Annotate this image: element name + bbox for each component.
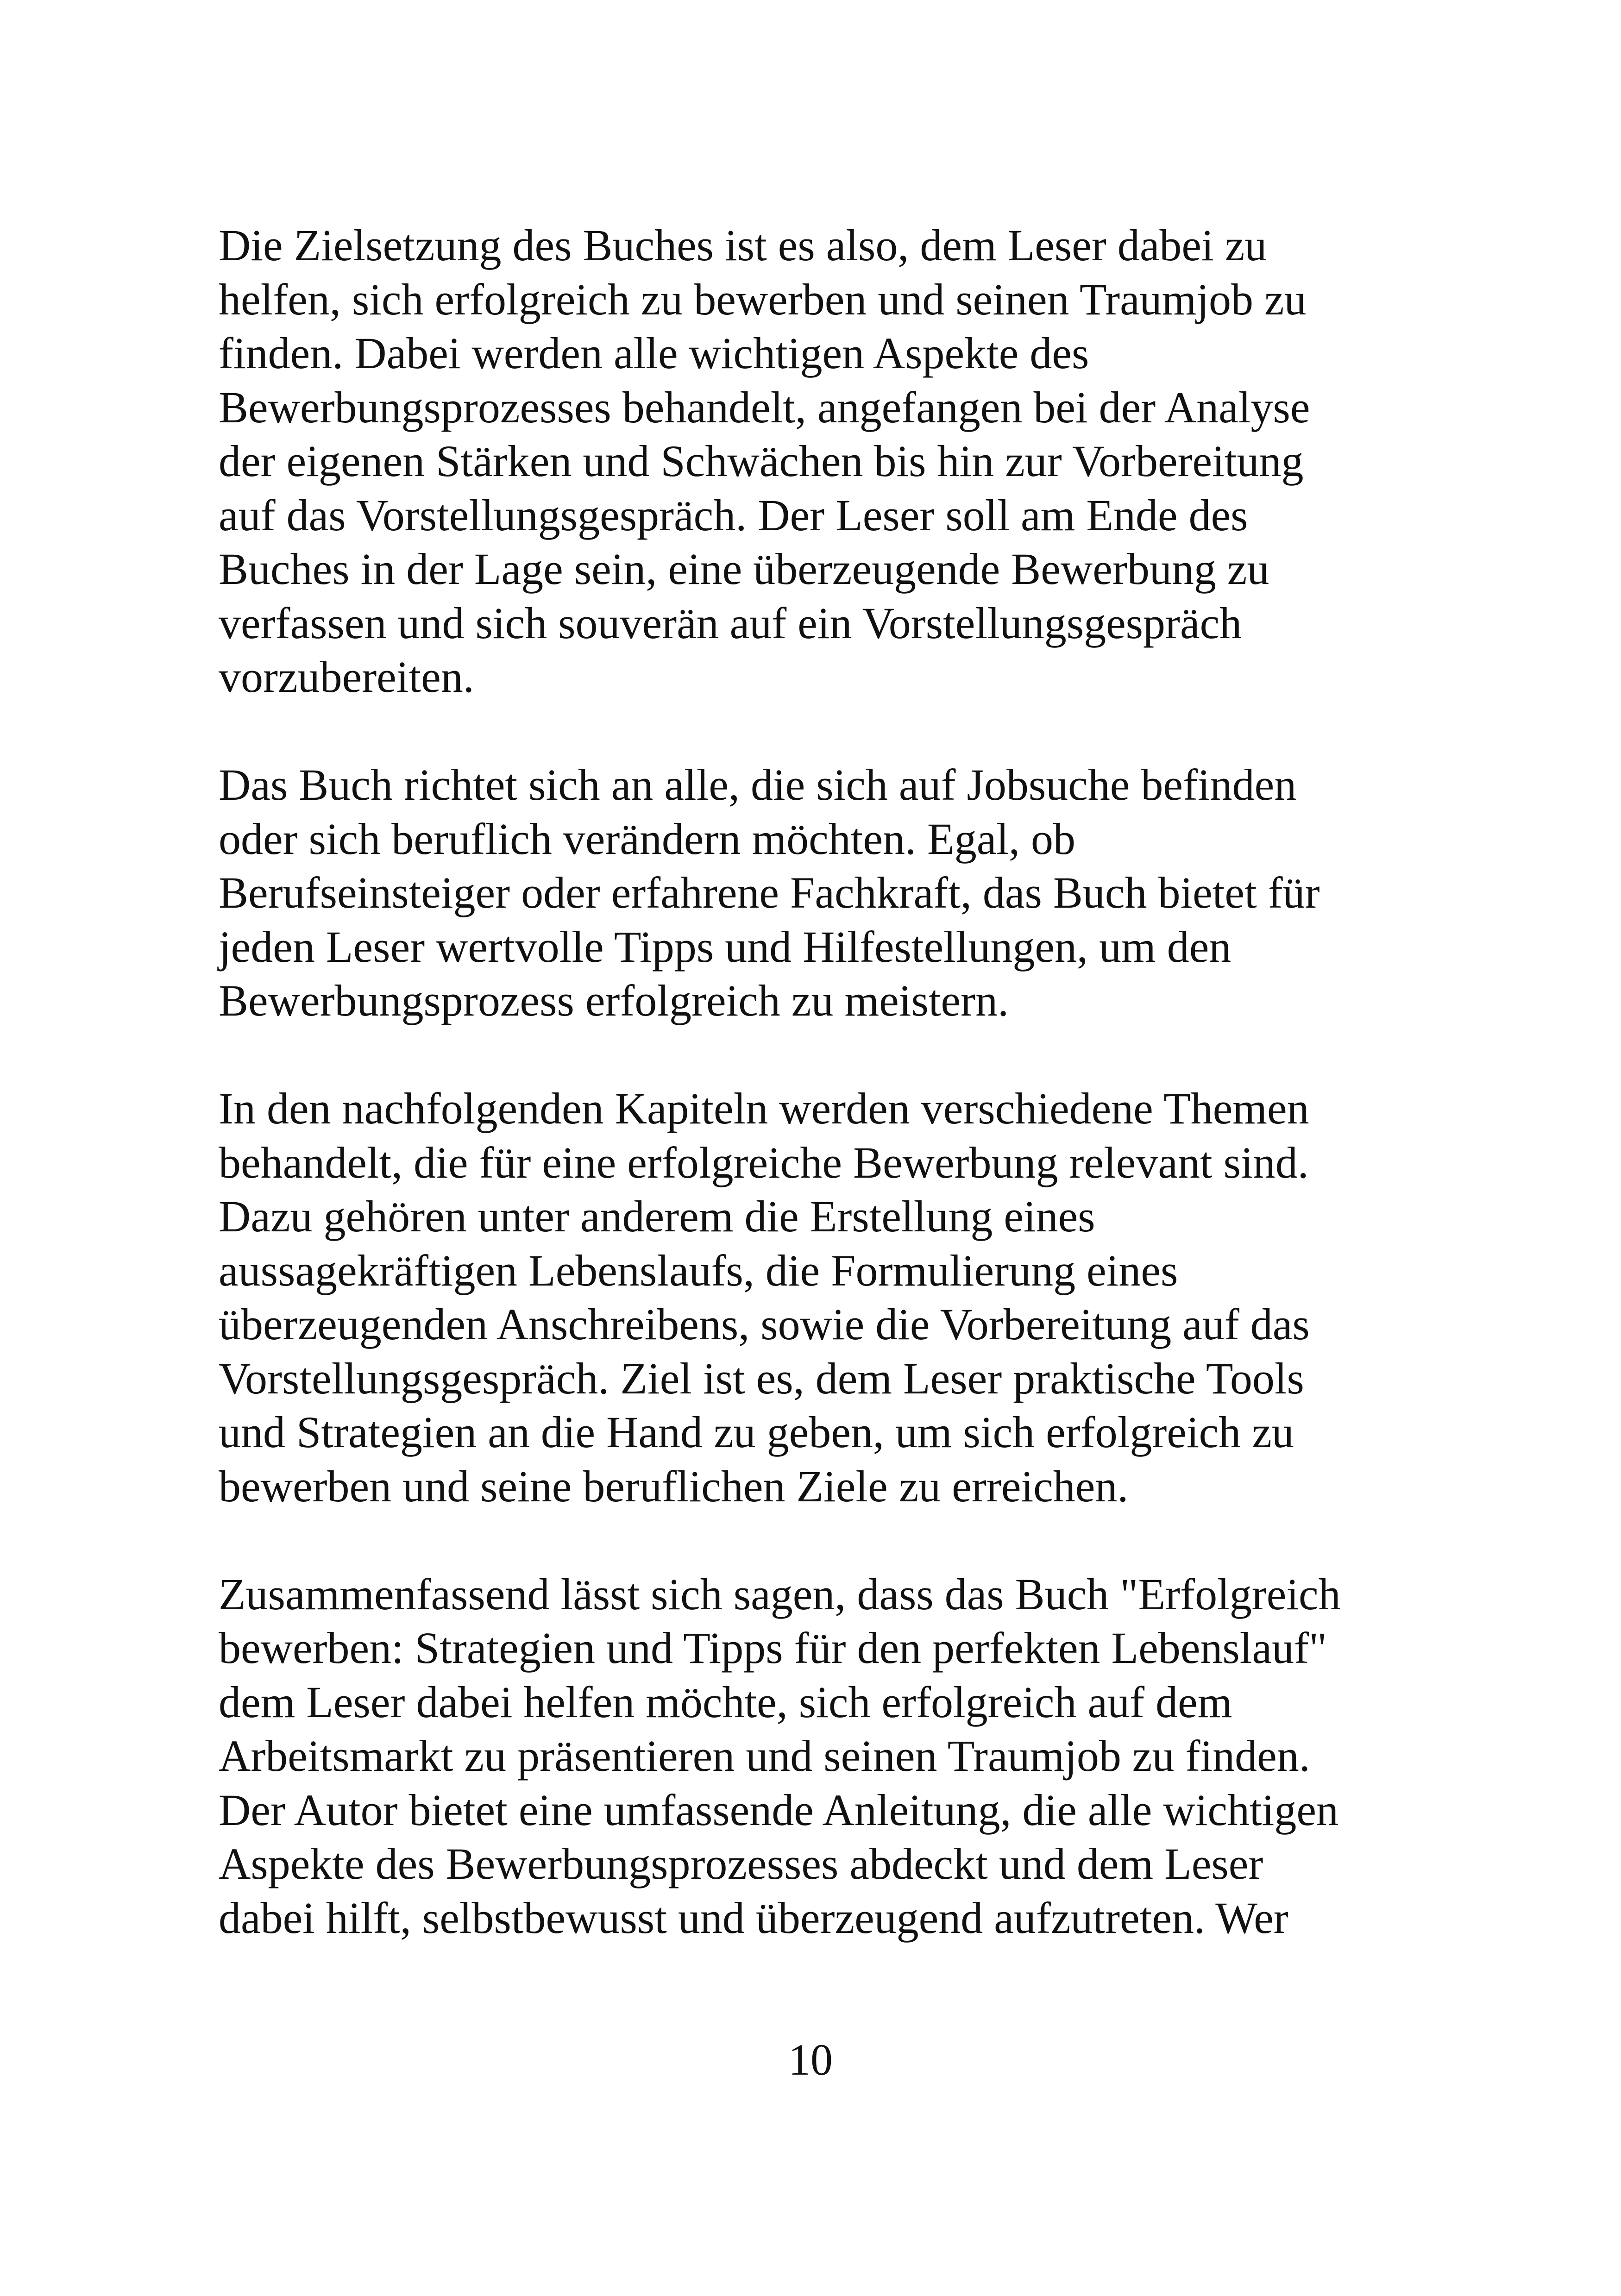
text-line: Bewerbungsprozesses behandelt, angefangen bei der Analyse: [219, 382, 1310, 432]
text-line: oder sich beruflich verändern möchten. Egal, ob: [219, 814, 1075, 864]
text-line: dem Leser dabei helfen möchte, sich erfolgreich auf dem: [219, 1677, 1232, 1727]
text-line: bewerben: Strategien und Tipps für den perfekten Lebenslauf": [219, 1623, 1327, 1673]
text-line: Dazu gehören unter anderem die Erstellung eines: [219, 1192, 1095, 1241]
text-line: vorzubereiten.: [219, 652, 474, 702]
paragraph: [219, 1082, 1432, 1513]
text-line: Der Autor bietet eine umfassende Anleitung, die alle wichtigen: [219, 1785, 1338, 1835]
text-line: Aspekte des Bewerbungsprozesses abdeckt und dem Leser: [219, 1839, 1263, 1888]
text-line: aussagekräftigen Lebenslaufs, die Formulierung eines: [219, 1245, 1178, 1295]
body-text: [219, 219, 1432, 1945]
text-line: jeden Leser wertvolle Tipps und Hilfestellungen, um den: [219, 922, 1231, 972]
text-line: In den nachfolgenden Kapiteln werden verschiedene Themen: [219, 1084, 1309, 1133]
text-line: dabei hilft, selbstbewusst und überzeugend aufzutreten. Wer: [219, 1893, 1288, 1943]
text-line: und Strategien an die Hand zu geben, um sich erfolgreich zu: [219, 1407, 1294, 1457]
text-line: behandelt, die für eine erfolgreiche Bewerbung relevant sind.: [219, 1137, 1309, 1187]
text-line: der eigenen Stärken und Schwächen bis hin zur Vorbereitung: [219, 436, 1304, 486]
text-line: überzeugenden Anschreibens, sowie die Vorbereitung auf das: [219, 1299, 1310, 1349]
paragraph: [219, 219, 1432, 704]
paragraph-gap: [219, 1513, 1432, 1568]
text-line: verfassen und sich souverän auf ein Vorstellungsgespräch: [219, 598, 1242, 648]
paragraph-gap: [219, 1028, 1432, 1082]
text-line: Buches in der Lage sein, eine überzeugende Bewerbung zu: [219, 544, 1269, 594]
text-line: Das Buch richtet sich an alle, die sich auf Jobsuche befinden: [219, 760, 1297, 809]
paragraph: [219, 758, 1432, 1028]
text-line: Die Zielsetzung des Buches ist es also, dem Leser dabei zu: [219, 220, 1267, 270]
text-line: Vorstellungsgespräch. Ziel ist es, dem Leser praktische Tools: [219, 1353, 1304, 1403]
text-line: helfen, sich erfolgreich zu bewerben und seinen Traumjob zu: [219, 274, 1307, 324]
text-line: Bewerbungsprozess erfolgreich zu meistern.: [219, 976, 1009, 1025]
text-line: Arbeitsmarkt zu präsentieren und seinen Traumjob zu finden.: [219, 1731, 1310, 1781]
paragraph-gap: [219, 704, 1432, 759]
text-line: Berufseinsteiger oder erfahrene Fachkraft, das Buch bietet für: [219, 868, 1320, 917]
text-line: Zusammenfassend lässt sich sagen, dass das Buch "Erfolgreich: [219, 1569, 1341, 1619]
text-line: finden. Dabei werden alle wichtigen Aspekte des: [219, 328, 1089, 378]
paragraph: [219, 1568, 1432, 1945]
page-number: 10: [788, 2035, 833, 2084]
text-line: bewerben und seine beruflichen Ziele zu erreichen.: [219, 1461, 1129, 1511]
text-line: auf das Vorstellungsgespräch. Der Leser soll am Ende des: [219, 490, 1248, 540]
